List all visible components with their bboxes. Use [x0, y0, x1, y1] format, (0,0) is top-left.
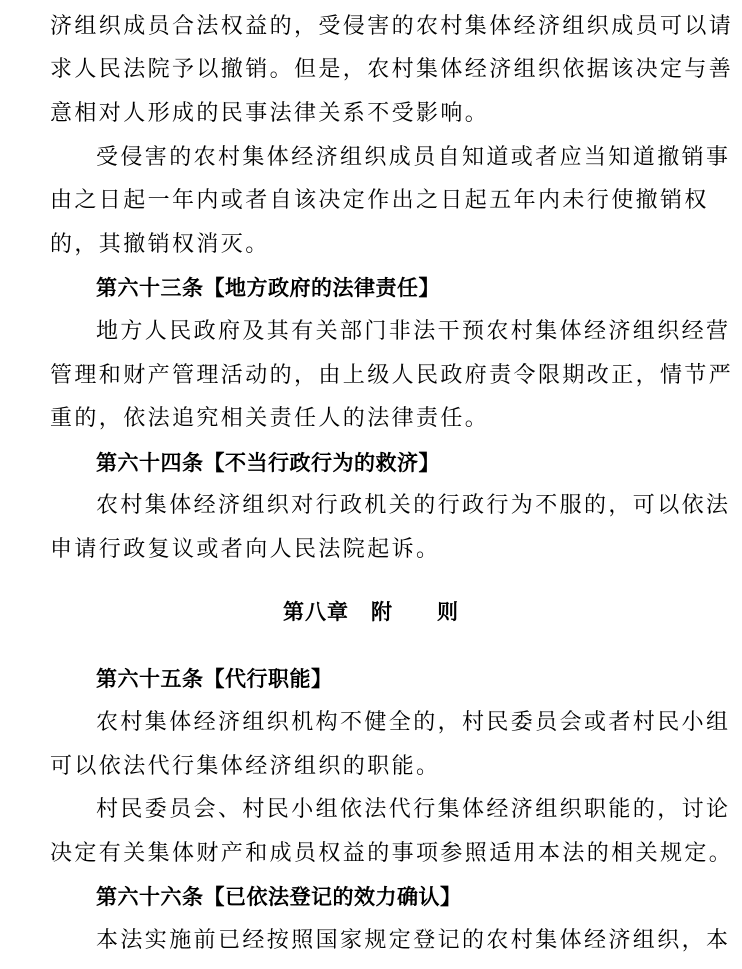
paragraph-line: 重的，依法追究相关责任人的法律责任。 — [50, 406, 490, 431]
chapter-heading: 第八章 附 则 — [283, 600, 459, 624]
paragraph-line: 决定有关集体财产和成员权益的事项参照适用本法的相关规定。 — [50, 841, 734, 866]
paragraph-line: 管理和财产管理活动的，由上级人民政府责令限期改正，情节严 — [50, 363, 734, 388]
paragraph-line: 本法实施前已经按照国家规定登记的农村集体经济组织，本 — [96, 928, 731, 953]
article-heading: 第六十四条【不当行政行为的救济】 — [96, 451, 440, 475]
paragraph-line: 可以依法代行集体经济组织的职能。 — [50, 754, 441, 779]
paragraph-line: 济组织成员合法权益的，受侵害的农村集体经济组织成员可以请 — [50, 14, 734, 39]
paragraph-line: 申请行政复议或者向人民法院起诉。 — [50, 537, 441, 562]
paragraph-line: 受侵害的农村集体经济组织成员自知道或者应当知道撤销事 — [96, 145, 731, 170]
paragraph-line: 的，其撤销权消灭。 — [50, 232, 270, 257]
paragraph-line: 农村集体经济组织对行政机关的行政行为不服的，可以依法 — [96, 493, 731, 518]
paragraph-line: 农村集体经济组织机构不健全的，村民委员会或者村民小组 — [96, 710, 731, 735]
article-heading: 第六十六条【已依法登记的效力确认】 — [96, 885, 462, 909]
paragraph-line: 求人民法院予以撤销。但是，农村集体经济组织依据该决定与善 — [50, 57, 734, 82]
article-heading: 第六十三条【地方政府的法律责任】 — [96, 276, 440, 300]
paragraph-line: 由之日起一年内或者自该决定作出之日起五年内未行使撤销权 — [50, 188, 709, 213]
paragraph-line: 地方人民政府及其有关部门非法干预农村集体经济组织经营 — [96, 319, 731, 344]
article-heading: 第六十五条【代行职能】 — [96, 667, 333, 691]
paragraph-line: 意相对人形成的民事法律关系不受影响。 — [50, 101, 490, 126]
paragraph-line: 村民委员会、村民小组依法代行集体经济组织职能的，讨论 — [96, 797, 731, 822]
